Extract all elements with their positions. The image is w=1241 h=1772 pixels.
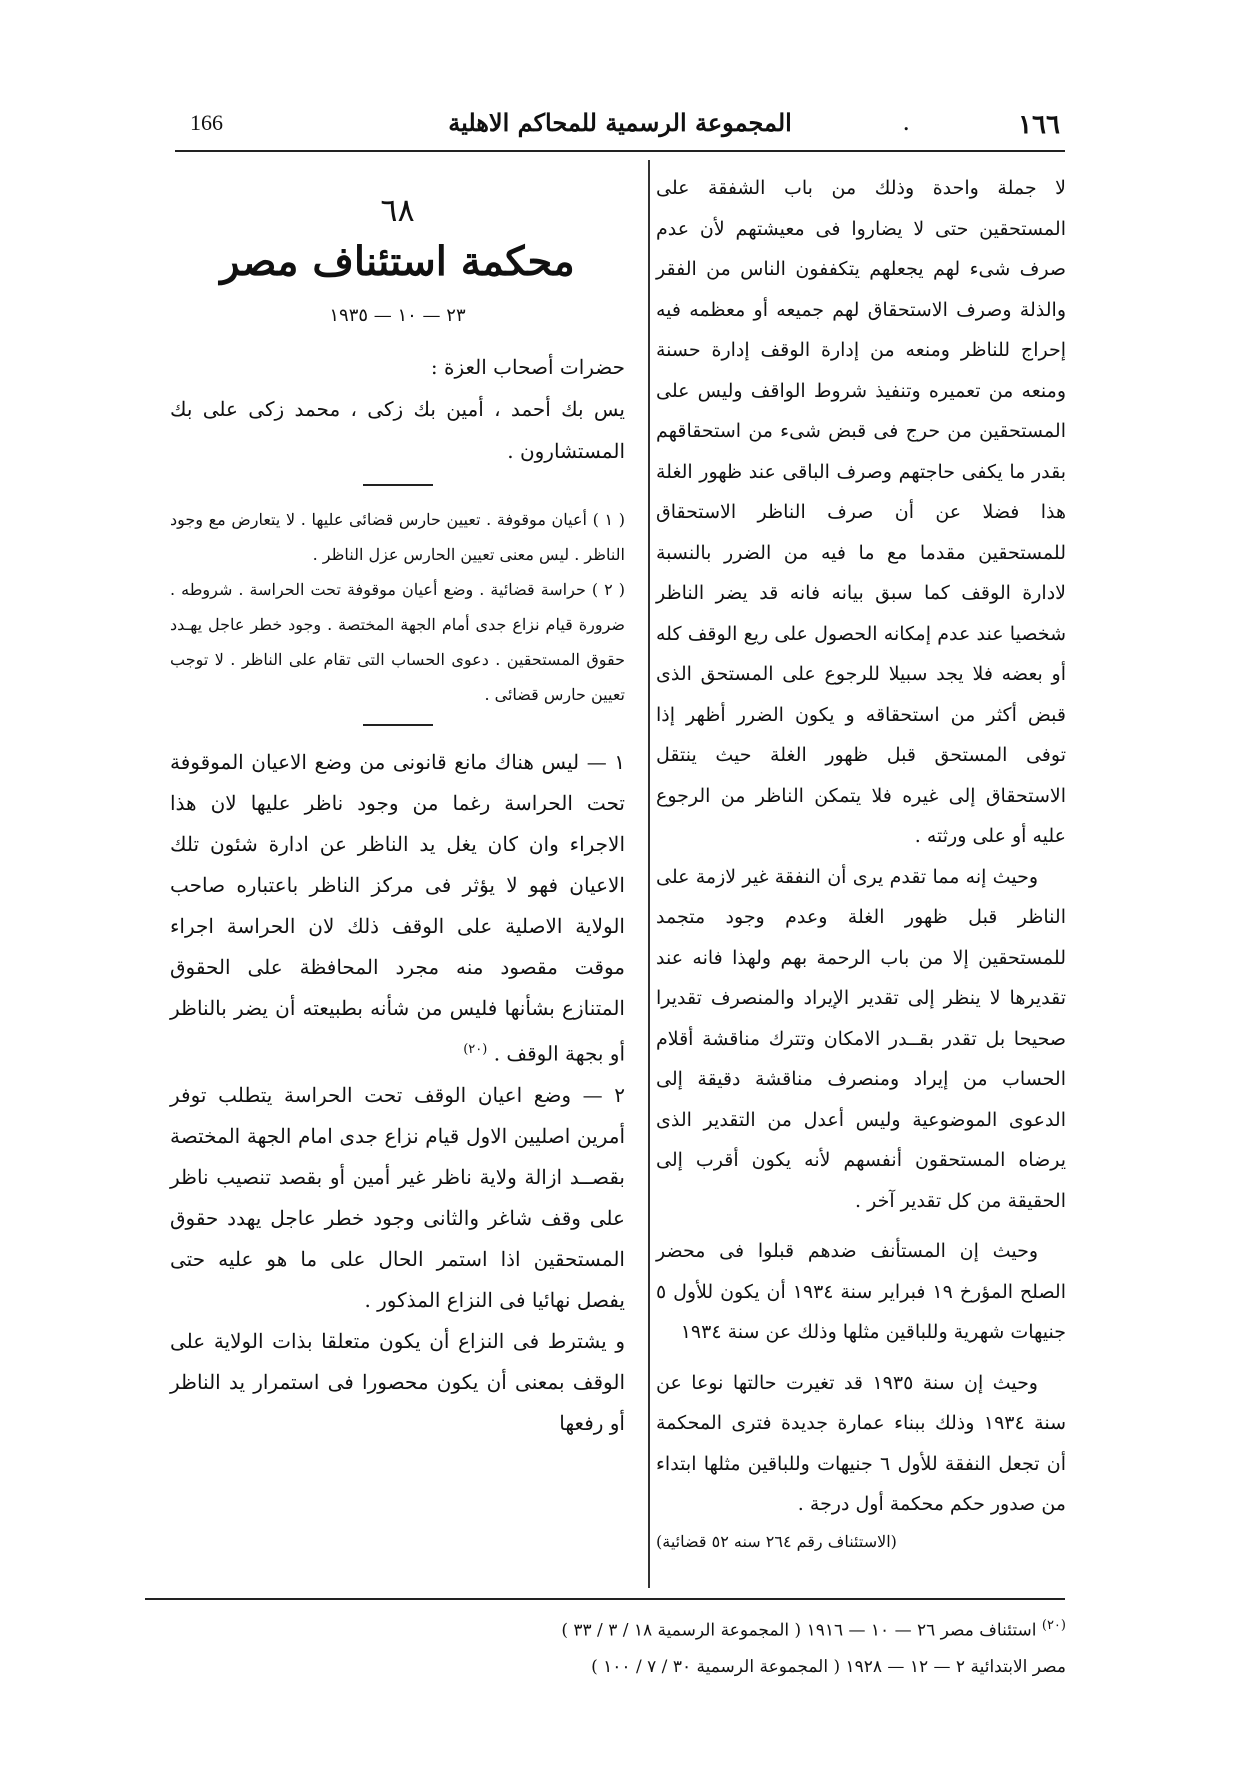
appeal-citation: (الاستئناف رقم ٢٦٤ سنه ٥٢ قضائية) [656,1531,897,1551]
right-column [656,168,1066,1559]
court-name: محكمة استئناف مصر [220,238,575,285]
right-paragraph-1: لا جملة واحدة وذلك من باب الشفقة على المستحقين حتى لا يضاروا فى معيشتهم لأن عدم صرف شىء لهم يجعلهم يتكففون الناس من الفقر والذلة وصرف الاستحقاق لهم جميعه أو معظمه فيه إحراج للناظر ومنعه من إدارة الوقف إدارة حسنة ومنعه من تعميره وتنفيذ شروط الواقف وليس على المستحقين من حرج فى قبض شىء من استحقاقهم بقدر ما يكفى حاجتهم وصرف الباقى عند ظهور الغلة هذا فضلا عن أن صرف الناظر الاستحقاق للمستحقين مقدما مع ما فيه من الضرر بالنسبة لادارة الوقف كما سبق بيانه فانه قد يضر الناظر شخصيا عند عدم إمكانه الحصول على ريع الوقف كله أو بعضه فلا يجد سبيلا للرجوع على المستحق الذى قبض أكثر من استحقاقه و يكون الضرر أظهر إذا توفى المستحق قبل ظهور الغلة حيث ينتقل الاستحقاق إلى غيره فلا يتمكن الناظر من الرجوع عليه أو على ورثته . [656,177,1066,847]
right-paragraph-2: وحيث إنه مما تقدم يرى أن النفقة غير لازمة على الناظر قبل ظهور الغلة وعدم وجود متجمد للمستحقين إلا من باب الرحمة بهم ولهذا فانه عند تقديرها لا ينظر إلى تقدير الإيراد والمنصرف تقديرا صحيحا بل تقدر بقــدر الامكان وتترك مناقشة أقلام الحساب من إيراد ومنصرف مناقشة دقيقة إلى الدعوى الموضوعية وليس أعدل من التقدير الذى يرضاه المستحقون أنفسهم لأنه يكون أقرب إلى الحقيقة من كل تقدير آخر . [656,865,1066,1212]
column-divider [648,160,650,1588]
footnote-1 [166,1608,1066,1649]
left-column [170,168,625,1444]
footnote-ref: (٢٠) [463,1042,488,1057]
footnotes [166,1608,1066,1685]
page-number-arabic: ١٦٦ [1018,110,1060,140]
case-date: ٢٣ — ١٠ — ١٩٣٥ [329,305,466,326]
footnote-1-text: استئناف مصر ٢٦ — ١٠ — ١٩١٦ ( المجموعة الرسمية ١٨ / ٣ / ٣٣ ) [561,1620,1037,1641]
right-paragraph-3: وحيث إن المستأنف ضدهم قبلوا فى محضر الصلح المؤرخ ١٩ فبراير سنة ١٩٣٤ أن يكون للأول ٥ جنيهات شهرية وللباقين مثلها وذلك عن سنة ١٩٣٤ [656,1240,1067,1343]
section-rule [363,484,433,486]
header-dot: . [902,108,910,136]
journal-title: المجموعة الرسمية للمحاكم الاهلية [448,108,792,137]
section-rule-2 [363,724,433,726]
right-paragraph-4: وحيث إن سنة ١٩٣٥ قد تغيرت حالتها نوعا عن سنة ١٩٣٤ وذلك ببناء عمارة جديدة فترى المحكمة أن تجعل النفقة للأول ٦ جنيهات وللباقين مثلها ابتداء من صدور حكم محكمة أول درجة . [656,1371,1066,1515]
judges-label: حضرات أصحاب العزة : [430,355,625,379]
page-number-latin: 166 [190,110,223,135]
case-number: ٦٨ [380,191,415,229]
judges-names: يس بك أحمد ، أمين بك زكى ، محمد زكى على بك المستشارون . [170,397,625,463]
footnote-2: مصر الابتدائية ٢ — ١٢ — ١٩٢٨ ( المجموعة الرسمية ٣٠ / ٧ / ١٠٠ ) [591,1656,1066,1677]
footnote-rule [145,1598,1065,1600]
principle-2: ٢ — وضع اعيان الوقف تحت الحراسة يتطلب توفر أمرين اصليين الاول قيام نزاع جدى امام الجهة المختصة بقصــد ازالة ولاية ناظر غير أمين أو بقصد تنصيب ناظر على وقف شاغر والثانى وجود خطر عاجل يهدد حقوق المستحقين اذا استمر الحال على ما هو عليه حتى يفصل نهائيا فى النزاع المذكور . [170,1082,625,1312]
summary-1: ( ١ ) أعيان موقوفة . تعيين حارس قضائى عليها . لا يتعارض مع وجود الناظر . ليس معنى تعيين الحارس عزل الناظر . [170,510,625,564]
header-rule [175,150,1065,152]
principle-1-text: ١ — ليس هناك مانع قانونى من وضع الاعيان الموقوفة تحت الحراسة رغما من وجود ناظر عليها لان هذا الاجراء وان كان يغل يد الناظر عن ادارة شئون تلك الاعيان فهو لا يؤثر فى مركز الناظر باعتباره صاحب الولاية الاصلية على الوقف ذلك لان الحراسة اجراء موقت مقصود منه مجرد المحافظة على الحقوق المتنازع بشأنها فليس من شأنه بطبيعته أن يضر بالناظر أو بجهة الوقف . [170,750,625,1066]
principle-3: و يشترط فى النزاع أن يكون متعلقا بذات الولاية على الوقف بمعنى أن يكون محصورا فى استمرار يد الناظر أو رفعها [170,1328,625,1435]
page-header [180,108,1060,144]
footnote-mark: (٢٠) [1041,1618,1066,1633]
summary-2: ( ٢ ) حراسة قضائية . وضع أعيان موقوفة تحت الحراسة . شروطه . ضرورة قيام نزاع جدى أمام الجهة المختصة . وجود خطر عاجل يهـدد حقوق المستحقين . دعوى الحساب التى تقام على الناظر . لا توجب تعيين حارس قضائى . [170,580,626,704]
principle-1 [170,742,625,1075]
